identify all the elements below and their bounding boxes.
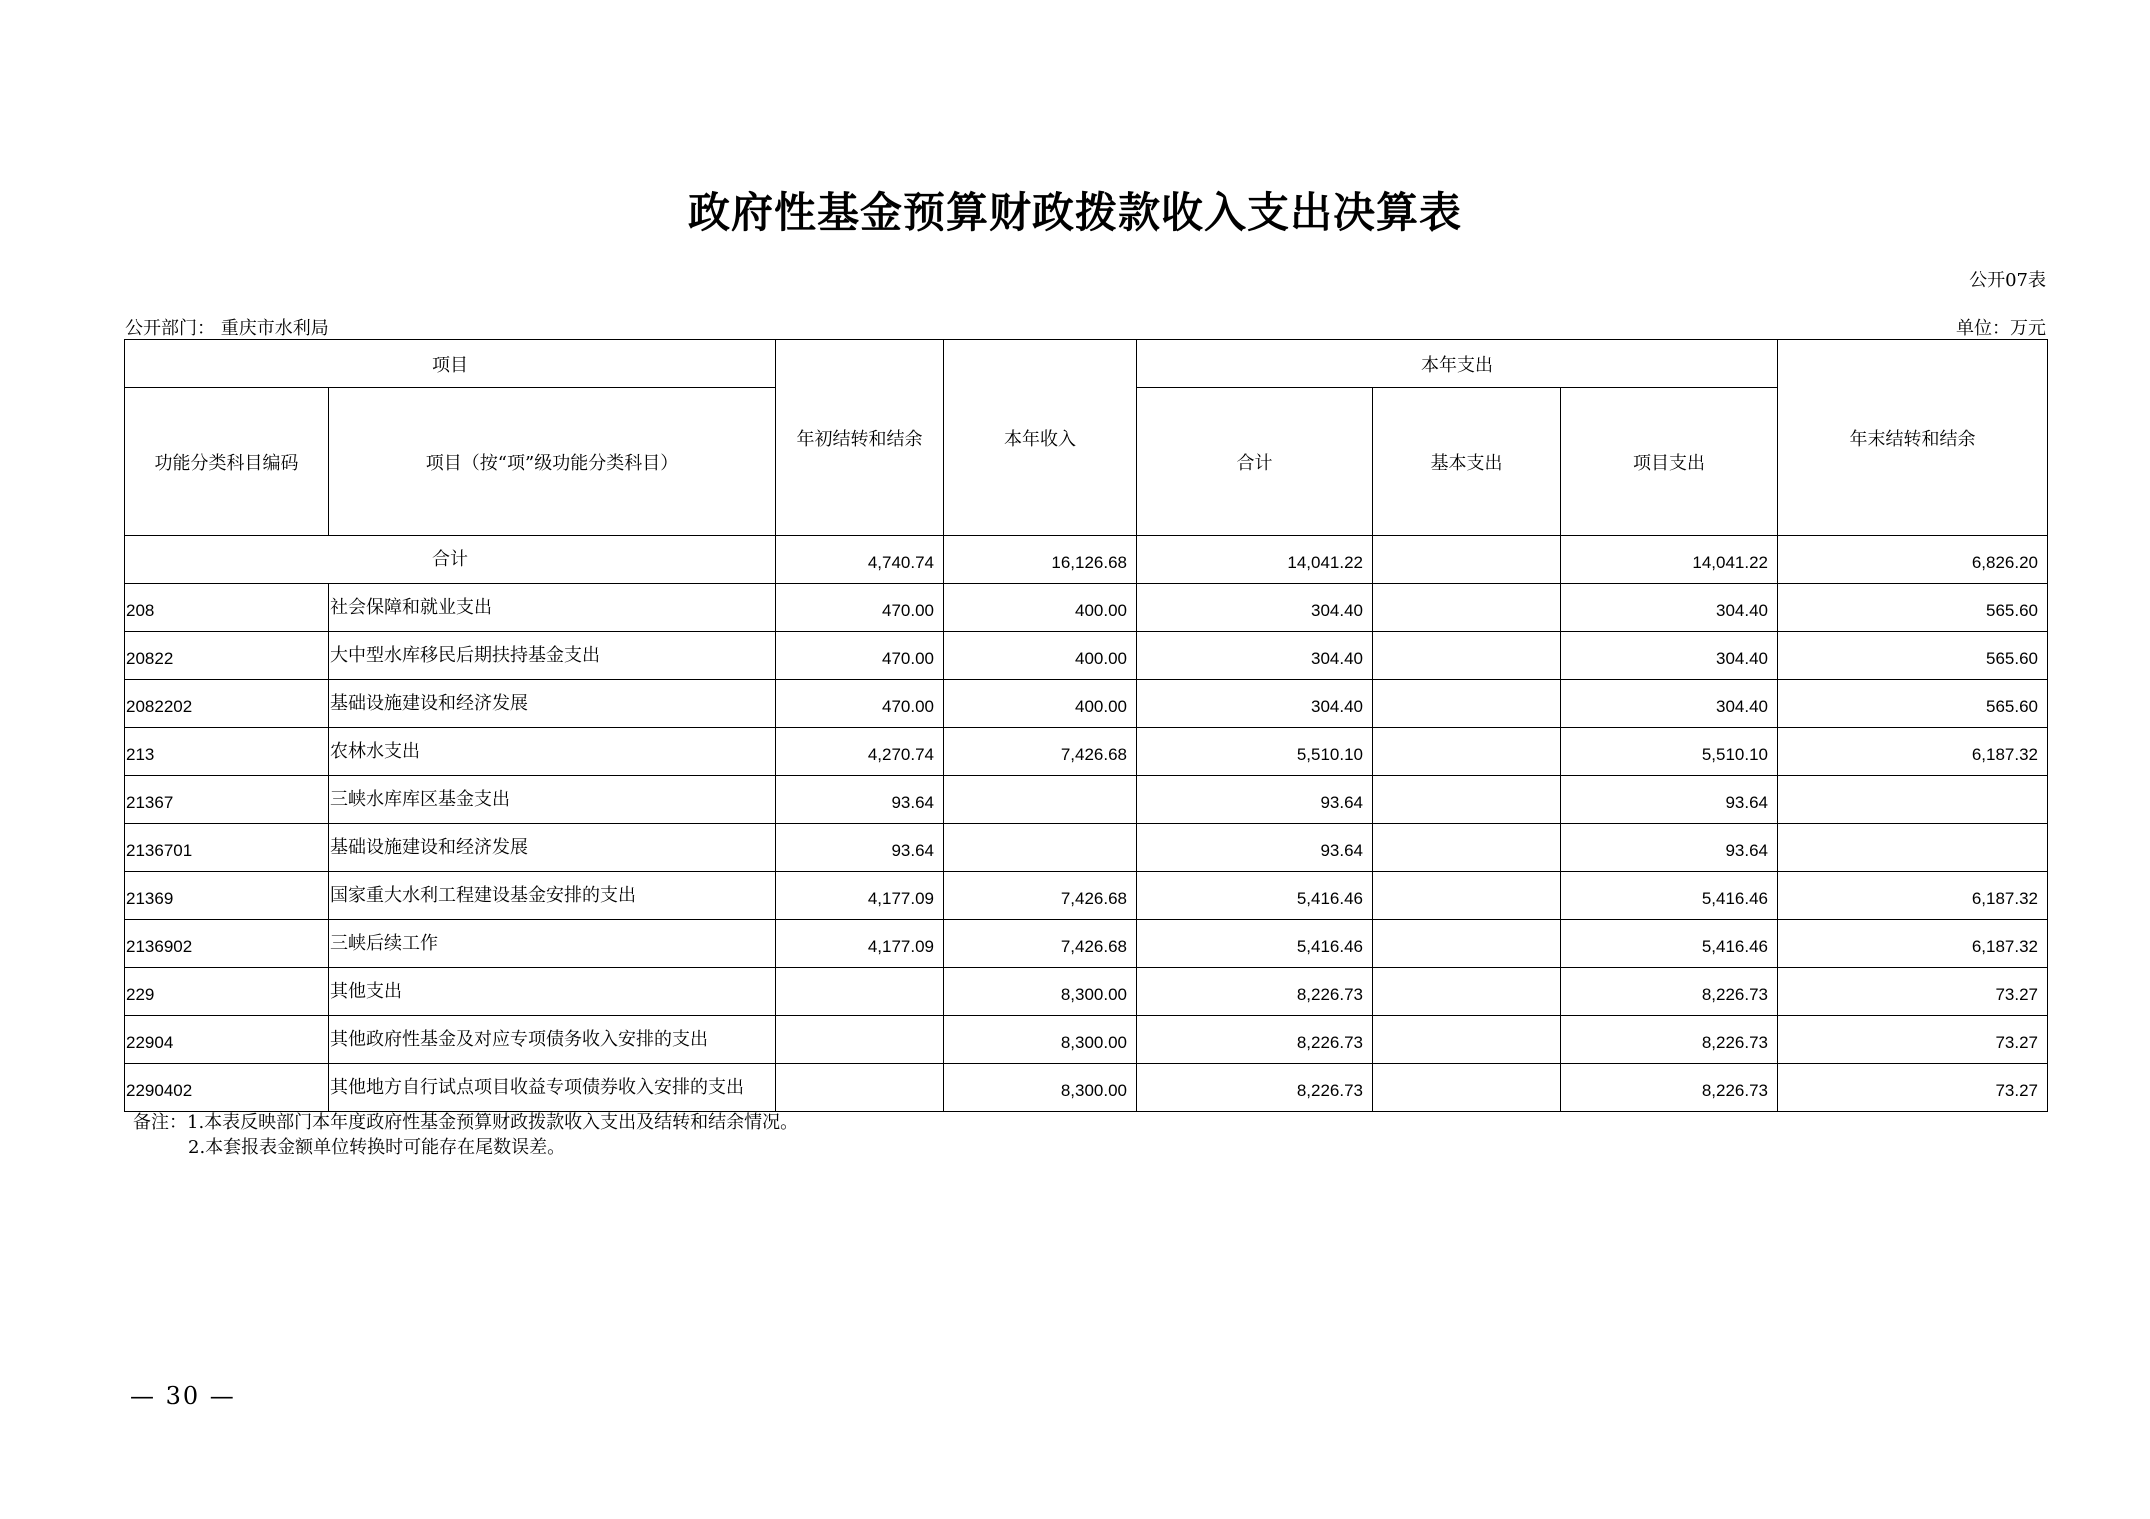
row-project: 8,226.73	[1561, 968, 1778, 1016]
row-code: 2136701	[125, 824, 329, 872]
row-project: 304.40	[1561, 680, 1778, 728]
row-expense-total: 304.40	[1137, 680, 1373, 728]
row-income: 7,426.68	[944, 920, 1137, 968]
row-code: 2290402	[125, 1064, 329, 1112]
table-row	[125, 728, 2048, 776]
total-label: 合计	[125, 536, 776, 584]
note-line-1: 备注：1.本表反映部门本年度政府性基金预算财政拨款收入支出及结转和结余情况。	[133, 1112, 799, 1133]
row-opening: 470.00	[776, 632, 944, 680]
row-opening: 4,270.74	[776, 728, 944, 776]
row-opening: 470.00	[776, 680, 944, 728]
header-basic-expense: 基本支出	[1373, 388, 1561, 536]
row-expense-total: 304.40	[1137, 632, 1373, 680]
row-income: 400.00	[944, 680, 1137, 728]
row-opening: 93.64	[776, 776, 944, 824]
total-project: 14,041.22	[1561, 536, 1778, 584]
row-closing: 73.27	[1778, 1064, 2048, 1112]
row-closing	[1778, 824, 2048, 872]
row-code: 229	[125, 968, 329, 1016]
table-row	[125, 1064, 2048, 1112]
total-income: 16,126.68	[944, 536, 1137, 584]
row-project: 5,416.46	[1561, 920, 1778, 968]
row-opening: 4,177.09	[776, 920, 944, 968]
row-code: 2136902	[125, 920, 329, 968]
department-label: 公开部门： 重庆市水利局	[125, 318, 329, 339]
row-basic	[1373, 968, 1561, 1016]
page-number: — 30 —	[130, 1382, 236, 1410]
row-basic	[1373, 584, 1561, 632]
row-project: 8,226.73	[1561, 1064, 1778, 1112]
row-closing: 6,187.32	[1778, 872, 2048, 920]
header-code: 功能分类科目编码	[125, 388, 329, 536]
row-basic	[1373, 824, 1561, 872]
row-code: 2082202	[125, 680, 329, 728]
table-row	[125, 776, 2048, 824]
row-code: 208	[125, 584, 329, 632]
row-basic	[1373, 632, 1561, 680]
row-name: 基础设施建设和经济发展	[329, 680, 776, 728]
row-name: 基础设施建设和经济发展	[329, 824, 776, 872]
notes	[133, 1110, 798, 1160]
row-code: 21369	[125, 872, 329, 920]
table-row	[125, 968, 2048, 1016]
row-name: 三峡后续工作	[329, 920, 776, 968]
table-row	[125, 872, 2048, 920]
row-income	[944, 776, 1137, 824]
note-line-2: 2.本套报表金额单位转换时可能存在尾数误差。	[188, 1137, 566, 1158]
row-project: 5,416.46	[1561, 872, 1778, 920]
row-project: 8,226.73	[1561, 1016, 1778, 1064]
row-name: 大中型水库移民后期扶持基金支出	[329, 632, 776, 680]
row-closing: 73.27	[1778, 968, 2048, 1016]
row-code: 21367	[125, 776, 329, 824]
row-income: 8,300.00	[944, 1064, 1137, 1112]
row-closing: 6,187.32	[1778, 728, 2048, 776]
total-closing: 6,826.20	[1778, 536, 2048, 584]
row-name: 三峡水库库区基金支出	[329, 776, 776, 824]
header-expense-group: 本年支出	[1137, 340, 1778, 388]
total-opening: 4,740.74	[776, 536, 944, 584]
row-income: 8,300.00	[944, 1016, 1137, 1064]
row-basic	[1373, 680, 1561, 728]
table-row	[125, 1016, 2048, 1064]
row-opening	[776, 1016, 944, 1064]
row-project: 93.64	[1561, 776, 1778, 824]
row-opening: 93.64	[776, 824, 944, 872]
row-code: 20822	[125, 632, 329, 680]
row-name: 社会保障和就业支出	[329, 584, 776, 632]
row-closing	[1778, 776, 2048, 824]
row-closing: 565.60	[1778, 584, 2048, 632]
total-basic	[1373, 536, 1561, 584]
row-closing: 565.60	[1778, 680, 2048, 728]
row-name: 其他地方自行试点项目收益专项债券收入安排的支出	[329, 1064, 776, 1112]
row-expense-total: 5,510.10	[1137, 728, 1373, 776]
row-name: 其他支出	[329, 968, 776, 1016]
row-name: 农林水支出	[329, 728, 776, 776]
row-opening	[776, 1064, 944, 1112]
row-expense-total: 8,226.73	[1137, 1016, 1373, 1064]
row-income: 400.00	[944, 584, 1137, 632]
row-project: 5,510.10	[1561, 728, 1778, 776]
row-expense-total: 93.64	[1137, 776, 1373, 824]
row-opening: 470.00	[776, 584, 944, 632]
header-item-name: 项目（按“项”级功能分类科目）	[329, 388, 776, 536]
row-expense-total: 5,416.46	[1137, 920, 1373, 968]
total-row	[125, 536, 2048, 584]
row-code: 213	[125, 728, 329, 776]
row-closing: 73.27	[1778, 1016, 2048, 1064]
row-expense-total: 93.64	[1137, 824, 1373, 872]
row-basic	[1373, 1016, 1561, 1064]
row-project: 304.40	[1561, 632, 1778, 680]
form-number: 公开07表	[1969, 270, 2046, 291]
header-item-group: 项目	[125, 340, 776, 388]
table-row	[125, 824, 2048, 872]
table-row	[125, 632, 2048, 680]
row-expense-total: 8,226.73	[1137, 1064, 1373, 1112]
row-income: 8,300.00	[944, 968, 1137, 1016]
header-income: 本年收入	[944, 340, 1137, 536]
total-expense-total: 14,041.22	[1137, 536, 1373, 584]
row-expense-total: 304.40	[1137, 584, 1373, 632]
table-row	[125, 584, 2048, 632]
table-row	[125, 680, 2048, 728]
row-basic	[1373, 920, 1561, 968]
row-basic	[1373, 1064, 1561, 1112]
header-closing-balance: 年末结转和结余	[1778, 340, 2048, 536]
row-closing: 565.60	[1778, 632, 2048, 680]
row-expense-total: 5,416.46	[1137, 872, 1373, 920]
row-name: 国家重大水利工程建设基金安排的支出	[329, 872, 776, 920]
row-basic	[1373, 776, 1561, 824]
row-income: 400.00	[944, 632, 1137, 680]
row-opening: 4,177.09	[776, 872, 944, 920]
header-opening-balance: 年初结转和结余	[776, 340, 944, 536]
budget-table	[124, 339, 2048, 1112]
row-code: 22904	[125, 1016, 329, 1064]
row-opening	[776, 968, 944, 1016]
row-closing: 6,187.32	[1778, 920, 2048, 968]
page-title: 政府性基金预算财政拨款收入支出决算表	[687, 188, 1462, 237]
row-project: 304.40	[1561, 584, 1778, 632]
row-basic	[1373, 872, 1561, 920]
unit-label: 单位：万元	[1956, 318, 2046, 339]
header-expense-total: 合计	[1137, 388, 1373, 536]
header-project-expense: 项目支出	[1561, 388, 1778, 536]
table-row	[125, 920, 2048, 968]
row-income: 7,426.68	[944, 728, 1137, 776]
row-income	[944, 824, 1137, 872]
row-name: 其他政府性基金及对应专项债务收入安排的支出	[329, 1016, 776, 1064]
row-basic	[1373, 728, 1561, 776]
row-income: 7,426.68	[944, 872, 1137, 920]
row-expense-total: 8,226.73	[1137, 968, 1373, 1016]
row-project: 93.64	[1561, 824, 1778, 872]
